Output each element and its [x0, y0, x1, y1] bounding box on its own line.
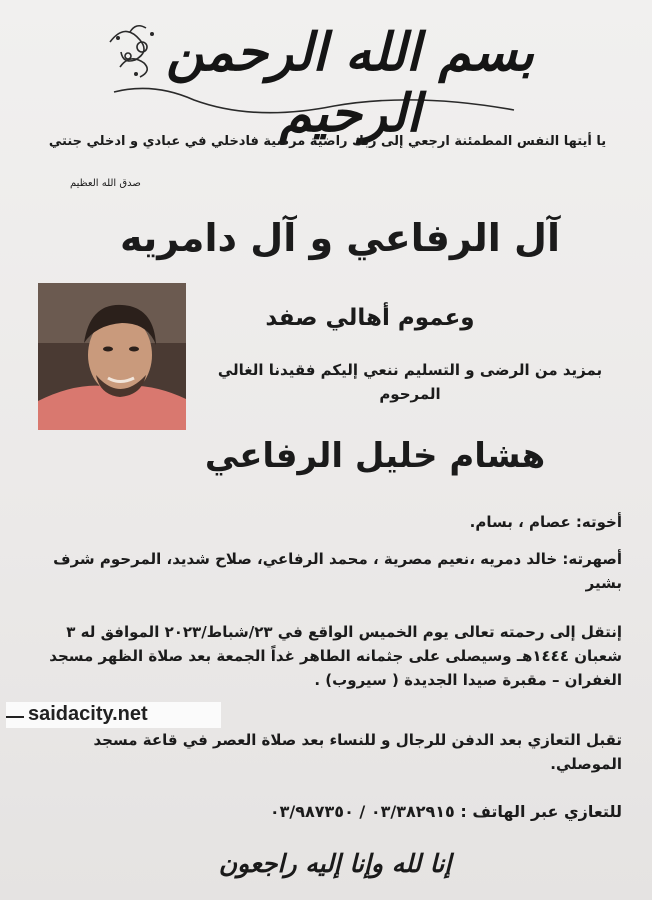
closing-calligraphy — [190, 843, 480, 895]
brothers-line: أخوته: عصام ، بسام. — [469, 513, 622, 531]
sadaq-text: صدق الله العظيم — [70, 178, 141, 189]
deceased-photo — [38, 283, 186, 430]
intro-line-1: بمزيد من الرضى و التسليم ننعي إليكم فقيدنا الغالي — [217, 361, 603, 379]
general-families: وعموم أهالي صفد — [265, 305, 475, 331]
phone-line — [32, 800, 622, 824]
in-laws-paragraph: أصهرته: خالد دمريه ،نعيم مصرية ، محمد الرفاعي، صلاح شديد، المرحوم شرف بشير — [53, 550, 622, 592]
family-names-heading: آل الرفاعي و آل دامريه — [119, 216, 561, 260]
condolences-paragraph: تقبل التعازي بعد الدفن للرجال و للنساء بعد صلاة العصر في قاعة مسجد الموصلي. — [93, 731, 622, 773]
watermark-bar — [6, 702, 221, 728]
intro-line-2: المرحوم — [379, 385, 441, 403]
watermark-text: saidacity.net — [28, 703, 148, 725]
phone-numbers: ٠٣/٣٨٢٩١٥ / ٠٣/٩٨٧٣٥٠ — [269, 802, 455, 821]
phone-label: للتعازي عبر الهاتف : — [460, 802, 622, 821]
basmala-text: بسم الله الرحمن الرحيم — [166, 22, 534, 144]
deceased-name: هشام خليل الرفاعي — [204, 436, 546, 476]
portrait-icon — [38, 283, 186, 430]
quran-verse: يا أيتها النفس المطمئنة ارجعي إلى ربك راضية مرضية فادخلي في عبادي و ادخلي جنتي — [48, 134, 607, 149]
intro-text — [200, 358, 620, 406]
passing-paragraph: إنتقل إلى رحمته تعالى يوم الخميس الواقع في ٢٣/شباط/٢٠٢٣ الموافق له ٣ شعبان ١٤٤٤هـ وسيصلى على جثمانه الطاهر غداً الجمعة بعد صلاة الظهر مسجد الغفران – مقبرة صيدا الجديدة ( سيروب) . — [49, 623, 622, 689]
closing-text: إنا لله وإنا إليه راجعون — [218, 849, 452, 878]
